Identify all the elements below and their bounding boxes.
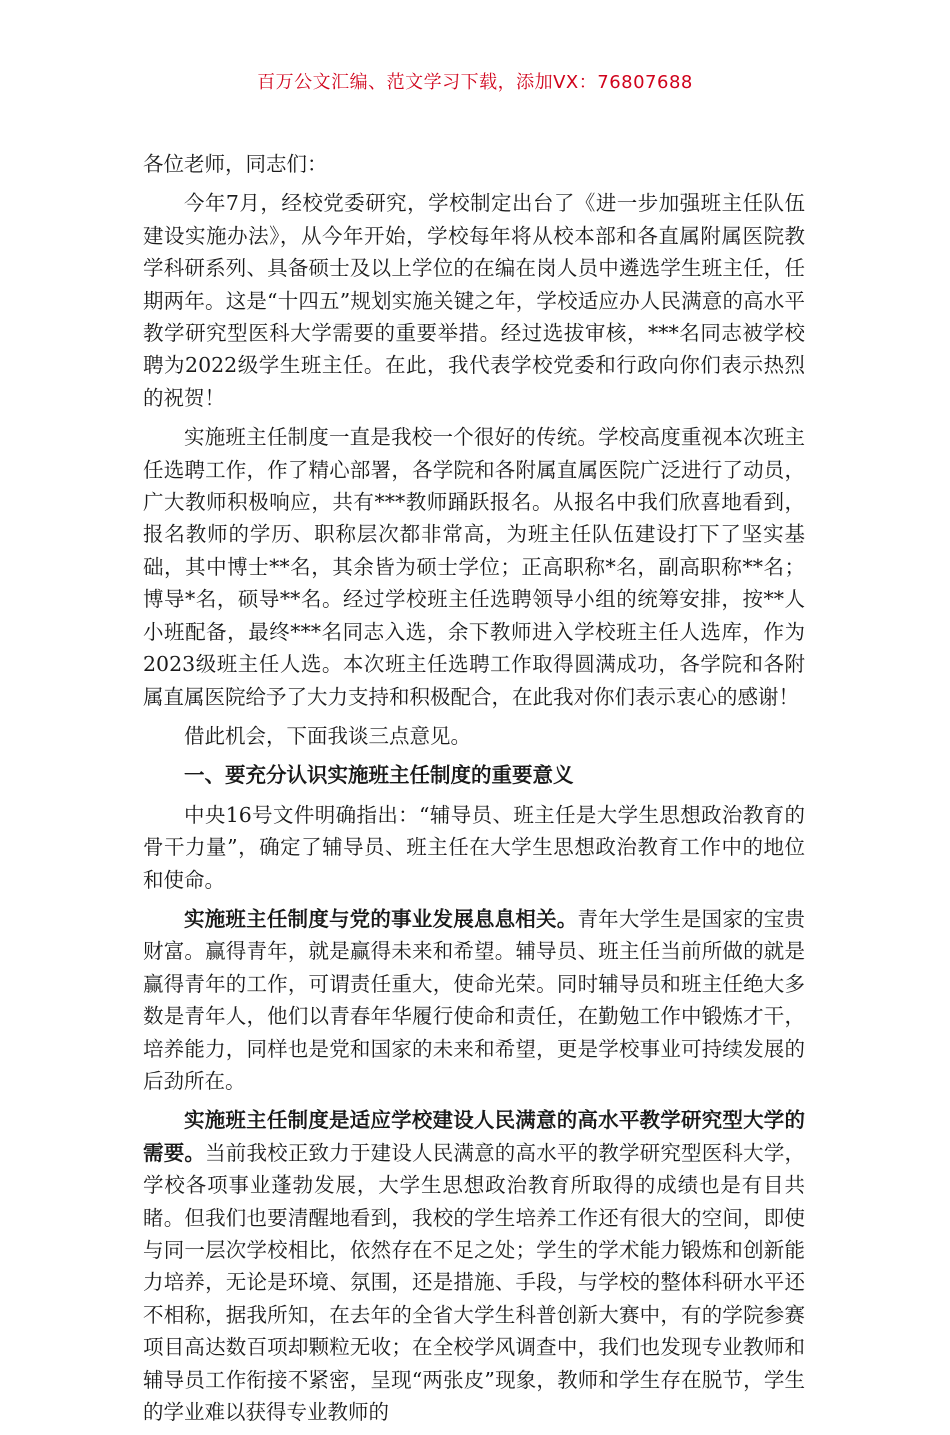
- section-heading-1: 一、要充分认识实施班主任制度的重要意义: [184, 763, 574, 788]
- watermark-banner: 百万公文汇编、范文学习下载，添加VX：76807688: [257, 72, 693, 93]
- paragraph-university-needs: [143, 1104, 805, 1428]
- paragraph-lead: 实施班主任制度与党的事业发展息息相关。: [184, 906, 578, 931]
- paragraph-intro: 今年7月，经校党委研究，学校制定出台了《进一步加强班主任队伍建设实施办法》，从今年开始，学校每年将从校本部和各直属附属医院教学科研系列、具备硕士及以上学位的在编在岗人员中遴选学生班主任，任期两年。这是“十四五”规划实施关键之年，学校适应办人民满意的高水平教学研究型医科大学需要的重要举措。经过选拔审核，***名同志被学校聘为2022级学生班主任。在此，我代表学校党委和行政向你们表示热烈的祝贺！: [143, 191, 805, 410]
- paragraph-party-cause: [143, 903, 805, 1097]
- paragraph-body: 青年大学生是国家的宝贵财富。赢得青年，就是赢得未来和希望。辅导员、班主任当前所做的就是赢得青年的工作，可谓责任重大，使命光荣。同时辅导员和班主任绝大多数是青年人，他们以青春年华履行使命和责任，在勤勉工作中锻炼才干，培养能力，同样也是党和国家的未来和希望，更是学校事业可持续发展的后劲所在。: [143, 906, 806, 1093]
- speech-body: [143, 148, 805, 1435]
- paragraph-body: 当前我校正致力于建设人民满意的高水平的教学研究型医科大学，学校各项事业蓬勃发展，大学生思想政治教育所取得的成绩也是有目共睹。但我们也要清醒地看到，我校的学生培养工作还有很大的空间，即使与同一层次学校相比，依然存在不足之处；学生的学术能力锻炼和创新能力培养，无论是环境、氛围，还是措施、手段，与学校的整体科研水平还不相称，据我所知，在去年的全省大学生科普创新大赛中，有的学院参赛项目高达数百项却颗粒无收；在全校学风调查中，我们也发现专业教师和辅导员工作衔接不紧密，呈现“两张皮”现象，教师和学生存在脱节，学生的学业难以获得专业教师的: [143, 1140, 806, 1425]
- salutation: 各位老师，同志们：: [143, 152, 328, 176]
- paragraph-lead: 实施班主任制度是适应学校建设人民满意的高水平教学研究型大学的需要。: [143, 1108, 805, 1165]
- paragraph-tradition: 实施班主任制度一直是我校一个很好的传统。学校高度重视本次班主任选聘工作，作了精心部署，各学院和各附属直属医院广泛进行了动员，广大教师积极响应，共有***教师踊跃报名。从报名中我们欣喜地看到，报名教师的学历、职称层次都非常高，为班主任队伍建设打下了坚实基础，其中博士**名，其余皆为硕士学位；正高职称*名，副高职称**名；博导*名，硕导**名。经过学校班主任选聘领导小组的统筹安排，按**人小班配备，最终***名同志入选，余下教师进入学校班主任人选库，作为2023级班主任人选。本次班主任选聘工作取得圆满成功，各学院和各附属直属医院给予了大力支持和积极配合，在此我对你们表示衷心的感谢！: [143, 425, 805, 709]
- paragraph-transition: 借此机会，下面我谈三点意见。: [184, 723, 471, 748]
- paragraph-document-16: 中央16号文件明确指出：“辅导员、班主任是大学生思想政治教育的骨干力量”，确定了辅导员、班主任在大学生思想政治教育工作中的地位和使命。: [143, 802, 805, 892]
